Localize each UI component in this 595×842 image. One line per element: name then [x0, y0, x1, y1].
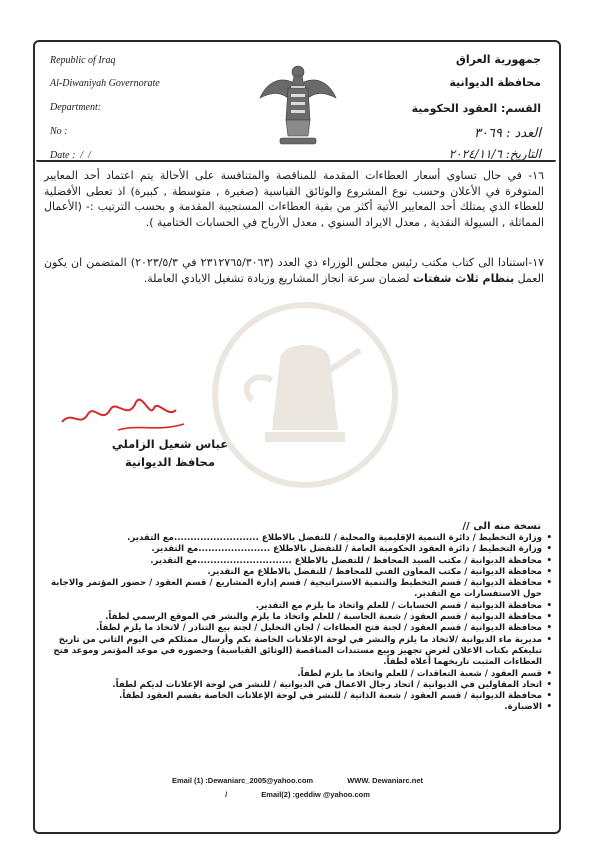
list-item: • محافظة الديوانية / قسم التخطيط والتنمية الاستراتيجية / قسم إدارة المشاريع / قسم العقود / حضور المؤتمر والاجابة حول الاستفسارات مع التقدير. — [50, 578, 552, 600]
signatory-title: محافظ الديوانية — [125, 455, 215, 469]
clause-17-text-a: ١٧-استنادا الى كتاب مكتب رئيس مجلس الوزراء ذي العدد (٢٣١٢٧٦٥/٣٠٦٣ في ٢٠٢٣/٥/٣) المتضمن ان يكون العمل — [44, 256, 545, 285]
clause-17 — [44, 255, 544, 286]
iraq-eagle-emblem-icon — [258, 58, 338, 150]
list-item: • محافظة الديوانية / قسم العقود / شعبة الذاتية / للنشر في لوحة الإعلانات الخاصة بقسم العقود لطفاً. — [119, 691, 552, 702]
signatory-name: عباس شعيل الزاملي — [111, 437, 229, 451]
list-item: • محافظة الديوانية / مكتب السيد المحافظ / للتفضل بالاطلاع .............................مع التقدير. — [150, 555, 552, 566]
header-republic-ar: جمهورية العراق — [456, 53, 541, 66]
list-item: • اتحاد المقاولين في الديوانية / اتحاد رجال الاعمال في الديوانية / للنشر في لوحة الإعلانات لديكم لطفاً. — [112, 679, 552, 690]
header-date-en: Date : / / — [50, 150, 91, 161]
list-item: • وزارة التخطيط / دائرة التنمية الإقليمية والمحلية / للتفضل بالاطلاع ..........................مع التقدير. — [127, 533, 552, 543]
handwritten-signature — [58, 388, 208, 438]
list-item: • محافظة الديوانية / قسم العقود / لجنة فتح العطاءات / لجان التحليل / لجنة بيع التنادر / لاتخاذ ما يلزم لطفاً. — [95, 623, 552, 634]
clause-16: ١٦- في حال تساوي أسعار العطاءات المقدمة للمناقصة والمتنافسة على الأحالة يتم اعتماد أحد المعايير المتوفرة في الأعلان وحسب نوع المشروع والوثائق القياسية (صغيرة , متوسطة , كبيرة) اذ تعطى الأفضلية للعطاء الذي يمتلك أحد المعايير الأتية أكثر من بقية العطاءات المستجيبة المقدمة و بحسب الترتيب :- (الأعمال المماثلة , السيولة النقدية , معدل الايراد السنوي , معدل الأرباح في الحسابات الختامية ). — [44, 169, 544, 229]
list-item: • محافظة الديوانية / قسم الحسابات / للعلم واتخاذ ما يلزم مع التقدير. — [255, 600, 552, 611]
list-item: • مديرية ماء الديوانية /لاتخاذ ما يلزم والنشر في لوحة الإعلانات الخاصة بكم وأرسال ممثلكم في اليوم الثاني من تاريخ تبليغكم بكتاب الاعلان لغرض تجهيز وبيع مستندات المناقصة (الوثائق القياسية) وحضوره في موعد المؤتمر وموعد فتح العطاءات المثبت تاريخهما أعلاه لطفاً. — [53, 634, 552, 668]
footer-separator: / — [225, 790, 228, 799]
footer-email-1: Email (1) :Dewaniarc_2005@yahoo.com — [171, 776, 314, 785]
clause-17-text-b: لضمان سرعة انجاز المشاريع وزيادة تشغيل الايادي العاملة. — [143, 271, 413, 285]
list-item: • محافظة الديوانية / مكتب المعاون الفني للمحافظ / للتفضل بالاطلاع مع التقدير. — [207, 566, 552, 577]
footer-email-2: Email(2) :geddiw @yahoo.com — [261, 790, 370, 799]
header-republic-en: Republic of Iraq — [50, 55, 116, 66]
cc-heading: نسخة منه الى // — [462, 521, 541, 532]
list-item: • وزارة التخطيط / دائرة العقود الحكومية العامة / للتفضل بالاطلاع ......................مع التقدير. — [151, 544, 552, 555]
cc-list — [44, 533, 552, 714]
header-number-ar: العدد : ٣٠٦٩ — [473, 126, 541, 141]
footer-contact-line-2 — [0, 790, 595, 799]
list-item: • الاضبارة. — [504, 702, 552, 713]
header-date-ar: التاريخ: ٢٠٢٤/١١/٦ — [448, 147, 541, 161]
header-number-en: No : — [50, 126, 68, 137]
header-department-ar: القسم: العقود الحكومية — [411, 102, 541, 115]
clause-17-bold: بنظام ثلاث شفتات — [412, 271, 515, 285]
header-governorate-ar: محافظة الديوانية — [449, 76, 541, 89]
footer-website: WWW. Dewaniarc.net — [347, 776, 424, 785]
list-item: • محافظة الديوانية / قسم العقود / شعبة الحاسبة / للعلم واتخاذ ما يلزم والنشر في الموقع الرسمي لطفاً. — [105, 612, 552, 623]
list-item: • قسم العقود / شعبة التعاقدات / للعلم واتخاذ ما يلزم لطفاً. — [297, 668, 552, 679]
header-governorate-en: Al-Diwaniyah Governorate — [50, 78, 160, 89]
footer-contact-line-1 — [0, 776, 595, 785]
header-department-en: Department: — [50, 102, 102, 113]
